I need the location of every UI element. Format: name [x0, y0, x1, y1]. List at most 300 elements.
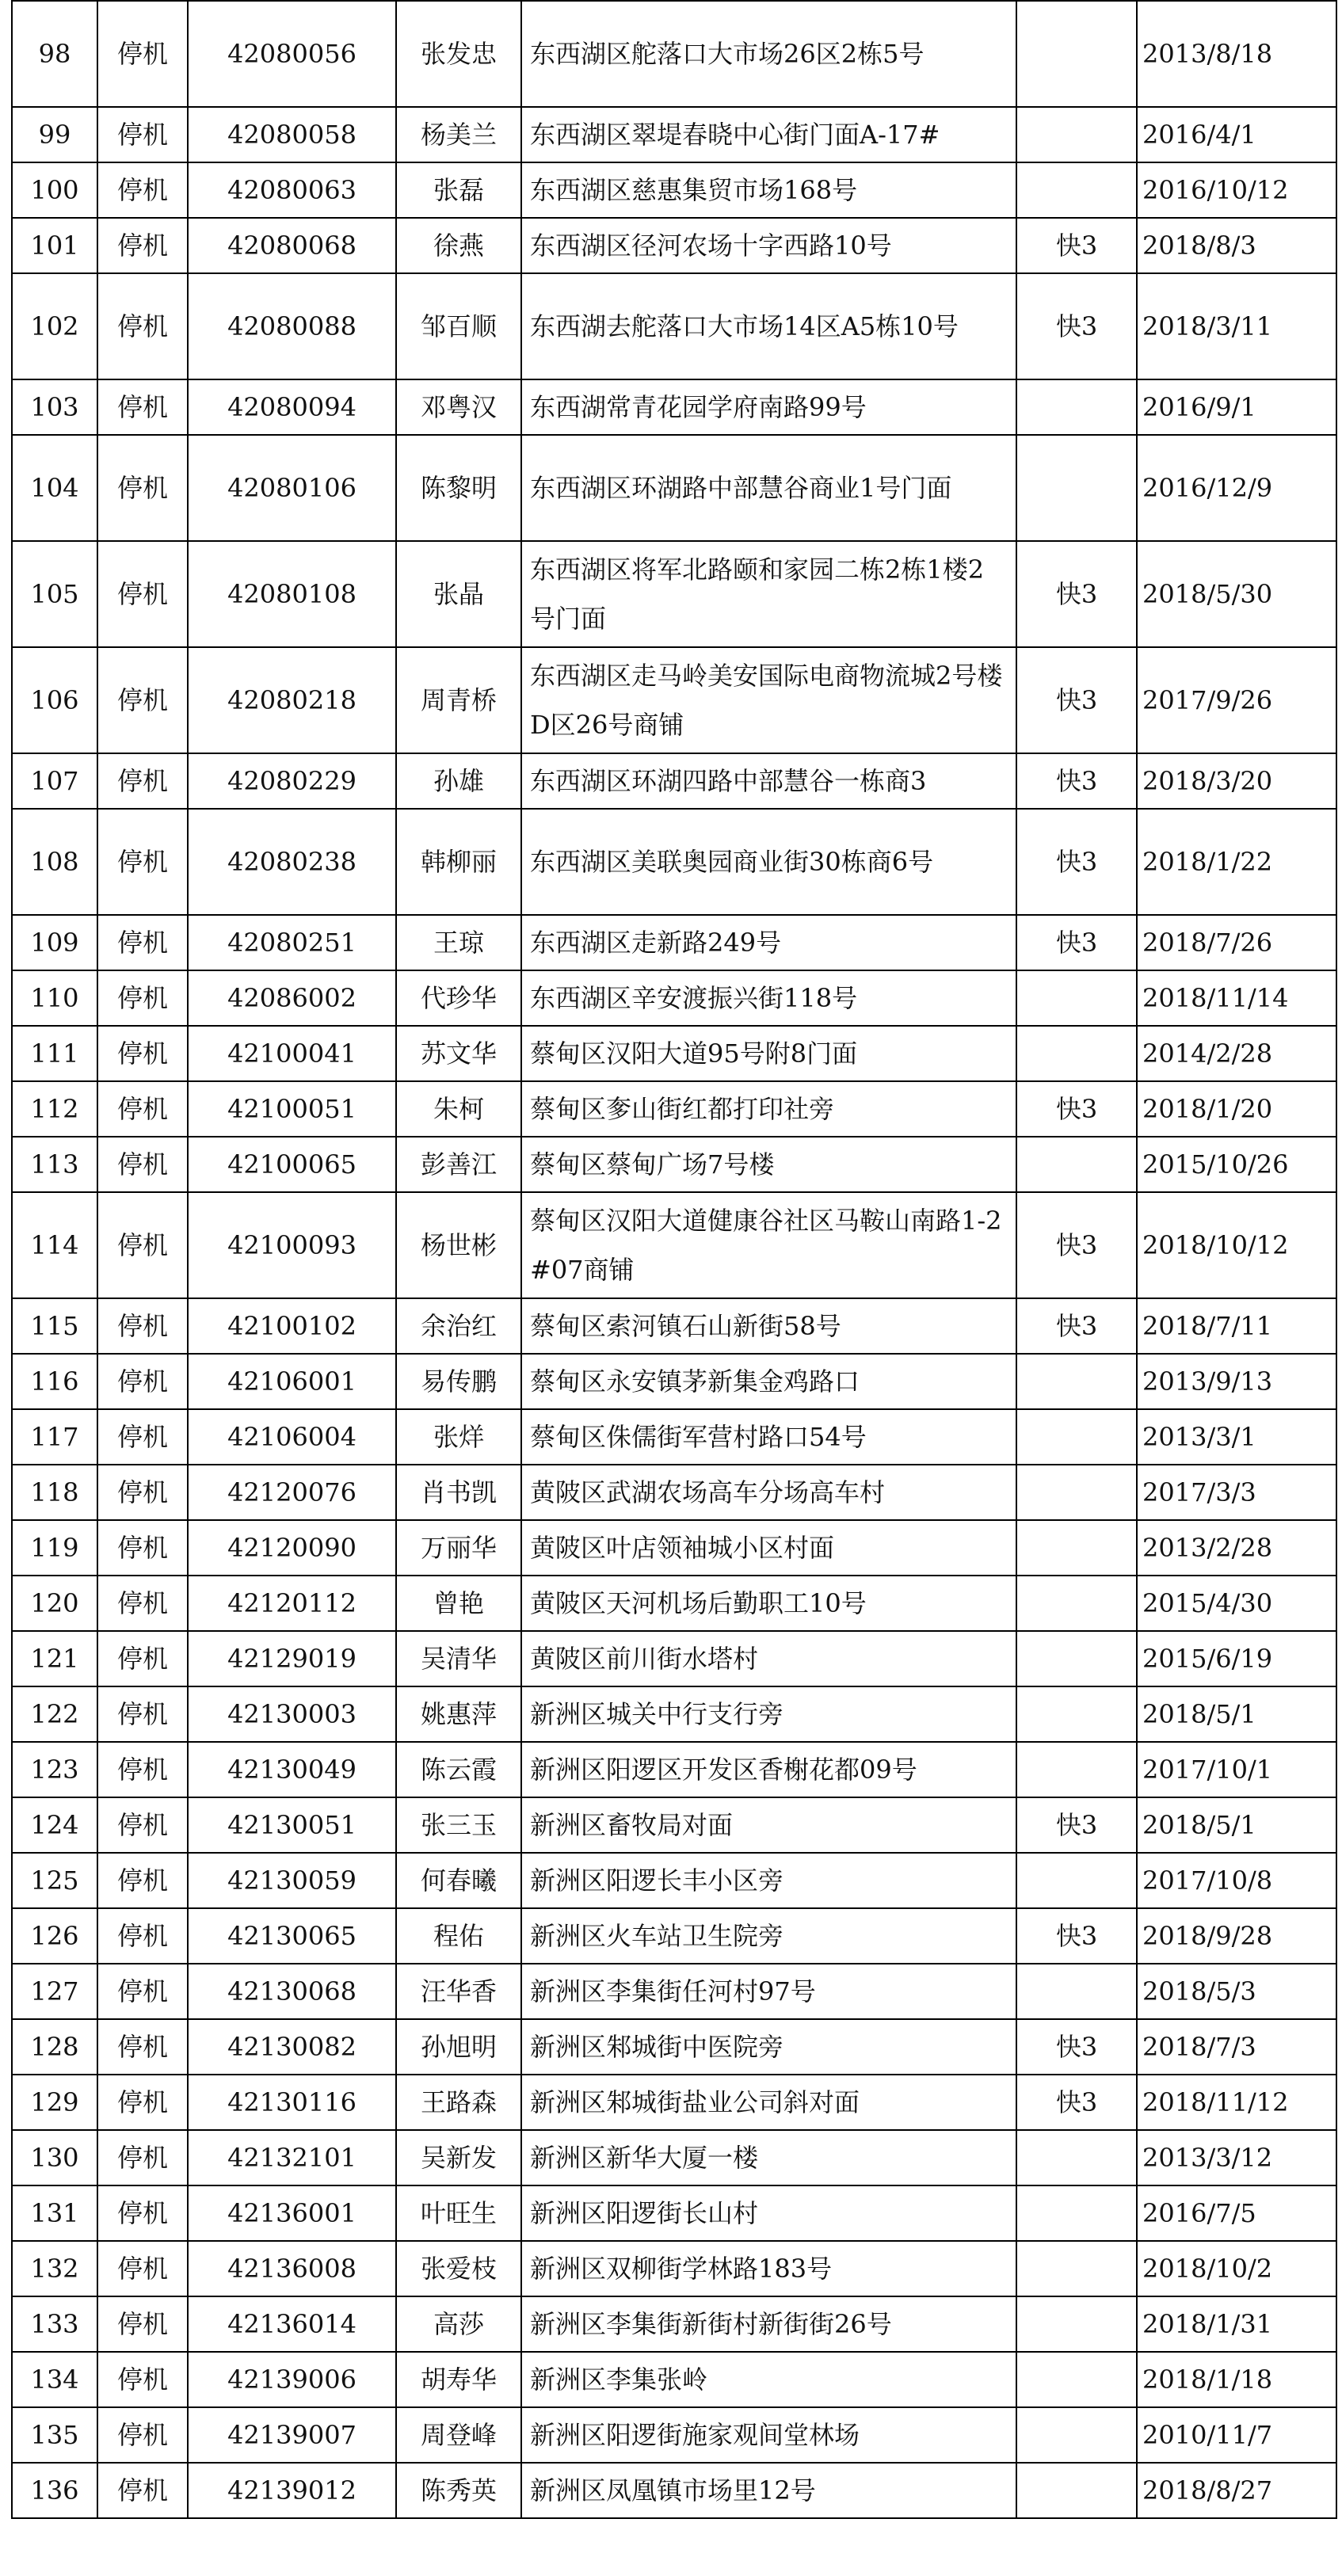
owner-name-cell: 陈黎明 [396, 435, 521, 541]
row-number-cell: 110 [12, 970, 97, 1026]
table-row [12, 1631, 1336, 1686]
address-cell: 新洲区李集张岭 [521, 2352, 1016, 2407]
table-row [12, 809, 1336, 915]
status-cell: 停机 [97, 753, 188, 809]
station-code-cell: 42130068 [188, 1964, 396, 2019]
station-table-body [12, 1, 1336, 2518]
address-cell: 东西湖区辛安渡振兴街118号 [521, 970, 1016, 1026]
address-cell: 蔡甸区蔡甸广场7号楼 [521, 1137, 1016, 1192]
owner-name-cell: 苏文华 [396, 1026, 521, 1081]
station-code-cell: 42120112 [188, 1576, 396, 1631]
owner-name-cell: 余治红 [396, 1298, 521, 1354]
date-cell: 2018/7/26 [1137, 915, 1336, 970]
game-type-cell [1016, 1686, 1137, 1742]
status-cell: 停机 [97, 647, 188, 753]
date-cell: 2018/5/30 [1137, 541, 1336, 647]
address-cell: 新洲区新华大厦一楼 [521, 2130, 1016, 2185]
game-type-cell [1016, 2352, 1137, 2407]
station-code-cell: 42080108 [188, 541, 396, 647]
game-type-cell [1016, 162, 1137, 218]
date-cell: 2018/11/12 [1137, 2075, 1336, 2130]
owner-name-cell: 杨世彬 [396, 1192, 521, 1298]
station-code-cell: 42080106 [188, 435, 396, 541]
station-code-cell: 42080218 [188, 647, 396, 753]
owner-name-cell: 邓粤汉 [396, 379, 521, 435]
row-number-cell: 135 [12, 2407, 97, 2463]
status-cell: 停机 [97, 2130, 188, 2185]
game-type-cell: 快3 [1016, 1797, 1137, 1853]
address-cell: 新洲区李集街新街村新街街26号 [521, 2296, 1016, 2352]
date-cell: 2015/6/19 [1137, 1631, 1336, 1686]
address-cell: 东西湖去舵落口大市场14区A5栋10号 [521, 273, 1016, 379]
game-type-cell [1016, 1026, 1137, 1081]
row-number-cell: 115 [12, 1298, 97, 1354]
row-number-cell: 108 [12, 809, 97, 915]
date-cell: 2018/1/18 [1137, 2352, 1336, 2407]
date-cell: 2013/3/12 [1137, 2130, 1336, 2185]
address-cell: 新洲区阳逻区开发区香榭花都09号 [521, 1742, 1016, 1797]
row-number-cell: 106 [12, 647, 97, 753]
address-cell: 新洲区阳逻街长山村 [521, 2185, 1016, 2241]
address-cell: 黄陂区叶店领袖城小区村面 [521, 1520, 1016, 1576]
table-row [12, 915, 1336, 970]
status-cell: 停机 [97, 1576, 188, 1631]
status-cell: 停机 [97, 2075, 188, 2130]
row-number-cell: 103 [12, 379, 97, 435]
row-number-cell: 130 [12, 2130, 97, 2185]
date-cell: 2018/10/12 [1137, 1192, 1336, 1298]
game-type-cell [1016, 2130, 1137, 2185]
game-type-cell: 快3 [1016, 647, 1137, 753]
station-code-cell: 42130051 [188, 1797, 396, 1853]
status-cell: 停机 [97, 2019, 188, 2075]
status-cell: 停机 [97, 1192, 188, 1298]
date-cell: 2018/10/2 [1137, 2241, 1336, 2296]
address-cell: 蔡甸区索河镇石山新街58号 [521, 1298, 1016, 1354]
address-cell: 黄陂区前川街水塔村 [521, 1631, 1016, 1686]
game-type-cell [1016, 1576, 1137, 1631]
game-type-cell: 快3 [1016, 2019, 1137, 2075]
station-code-cell: 42080063 [188, 162, 396, 218]
status-cell: 停机 [97, 1520, 188, 1576]
date-cell: 2016/10/12 [1137, 162, 1336, 218]
owner-name-cell: 张晶 [396, 541, 521, 647]
date-cell: 2016/9/1 [1137, 379, 1336, 435]
date-cell: 2018/8/3 [1137, 218, 1336, 273]
status-cell: 停机 [97, 2241, 188, 2296]
station-code-cell: 42132101 [188, 2130, 396, 2185]
status-cell: 停机 [97, 2185, 188, 2241]
table-row [12, 1964, 1336, 2019]
station-code-cell: 42080229 [188, 753, 396, 809]
address-cell: 新洲区畜牧局对面 [521, 1797, 1016, 1853]
game-type-cell [1016, 1137, 1137, 1192]
row-number-cell: 112 [12, 1081, 97, 1137]
owner-name-cell: 汪华香 [396, 1964, 521, 2019]
row-number-cell: 123 [12, 1742, 97, 1797]
status-cell: 停机 [97, 1797, 188, 1853]
owner-name-cell: 彭善江 [396, 1137, 521, 1192]
game-type-cell [1016, 107, 1137, 162]
owner-name-cell: 孙旭明 [396, 2019, 521, 2075]
address-cell: 新洲区双柳街学林路183号 [521, 2241, 1016, 2296]
status-cell: 停机 [97, 541, 188, 647]
status-cell: 停机 [97, 809, 188, 915]
owner-name-cell: 周登峰 [396, 2407, 521, 2463]
row-number-cell: 105 [12, 541, 97, 647]
owner-name-cell: 朱柯 [396, 1081, 521, 1137]
owner-name-cell: 肖书凯 [396, 1465, 521, 1520]
address-cell: 新洲区火车站卫生院旁 [521, 1908, 1016, 1964]
row-number-cell: 114 [12, 1192, 97, 1298]
station-code-cell: 42100102 [188, 1298, 396, 1354]
owner-name-cell: 张爱枝 [396, 2241, 521, 2296]
table-row [12, 1686, 1336, 1742]
status-cell: 停机 [97, 1081, 188, 1137]
table-row [12, 2407, 1336, 2463]
status-cell: 停机 [97, 1742, 188, 1797]
owner-name-cell: 陈秀英 [396, 2463, 521, 2518]
table-row [12, 1908, 1336, 1964]
table-row [12, 1354, 1336, 1409]
game-type-cell [1016, 1964, 1137, 2019]
station-code-cell: 42130116 [188, 2075, 396, 2130]
game-type-cell [1016, 1354, 1137, 1409]
station-code-cell: 42100041 [188, 1026, 396, 1081]
table-row [12, 1797, 1336, 1853]
status-cell: 停机 [97, 107, 188, 162]
row-number-cell: 127 [12, 1964, 97, 2019]
row-number-cell: 100 [12, 162, 97, 218]
game-type-cell [1016, 2241, 1137, 2296]
owner-name-cell: 吴新发 [396, 2130, 521, 2185]
table-row [12, 1137, 1336, 1192]
address-cell: 蔡甸区永安镇茅新集金鸡路口 [521, 1354, 1016, 1409]
date-cell: 2018/7/3 [1137, 2019, 1336, 2075]
row-number-cell: 120 [12, 1576, 97, 1631]
game-type-cell: 快3 [1016, 218, 1137, 273]
owner-name-cell: 王路森 [396, 2075, 521, 2130]
table-row [12, 970, 1336, 1026]
status-cell: 停机 [97, 1298, 188, 1354]
station-code-cell: 42100065 [188, 1137, 396, 1192]
row-number-cell: 111 [12, 1026, 97, 1081]
station-code-cell: 42120076 [188, 1465, 396, 1520]
station-code-cell: 42136001 [188, 2185, 396, 2241]
address-cell: 东西湖区环湖路中部慧谷商业1号门面 [521, 435, 1016, 541]
station-code-cell: 42080088 [188, 273, 396, 379]
table-row [12, 1192, 1336, 1298]
address-cell: 东西湖区走新路249号 [521, 915, 1016, 970]
owner-name-cell: 叶旺生 [396, 2185, 521, 2241]
game-type-cell [1016, 1742, 1137, 1797]
game-type-cell [1016, 2296, 1137, 2352]
date-cell: 2017/9/26 [1137, 647, 1336, 753]
address-cell: 东西湖区翠堤春晓中心街门面A-17# [521, 107, 1016, 162]
station-code-cell: 42080058 [188, 107, 396, 162]
owner-name-cell: 程佑 [396, 1908, 521, 1964]
date-cell: 2016/4/1 [1137, 107, 1336, 162]
date-cell: 2018/5/3 [1137, 1964, 1336, 2019]
document-page [11, 0, 1336, 2519]
game-type-cell [1016, 2185, 1137, 2241]
station-code-cell: 42080068 [188, 218, 396, 273]
owner-name-cell: 吴清华 [396, 1631, 521, 1686]
address-cell: 蔡甸区奓山街红都打印社旁 [521, 1081, 1016, 1137]
date-cell: 2017/3/3 [1137, 1465, 1336, 1520]
game-type-cell [1016, 1465, 1137, 1520]
row-number-cell: 113 [12, 1137, 97, 1192]
owner-name-cell: 万丽华 [396, 1520, 521, 1576]
game-type-cell [1016, 970, 1137, 1026]
game-type-cell [1016, 2407, 1137, 2463]
status-cell: 停机 [97, 1853, 188, 1908]
table-row [12, 2075, 1336, 2130]
date-cell: 2010/11/7 [1137, 2407, 1336, 2463]
status-cell: 停机 [97, 273, 188, 379]
owner-name-cell: 何春曦 [396, 1853, 521, 1908]
owner-name-cell: 曾艳 [396, 1576, 521, 1631]
table-row [12, 1853, 1336, 1908]
game-type-cell [1016, 1631, 1137, 1686]
table-row [12, 1409, 1336, 1465]
date-cell: 2018/1/22 [1137, 809, 1336, 915]
status-cell: 停机 [97, 2296, 188, 2352]
row-number-cell: 134 [12, 2352, 97, 2407]
station-code-cell: 42130065 [188, 1908, 396, 1964]
station-code-cell: 42080238 [188, 809, 396, 915]
row-number-cell: 124 [12, 1797, 97, 1853]
row-number-cell: 128 [12, 2019, 97, 2075]
address-cell: 新洲区凤凰镇市场里12号 [521, 2463, 1016, 2518]
row-number-cell: 104 [12, 435, 97, 541]
address-cell: 东西湖区径河农场十字西路10号 [521, 218, 1016, 273]
status-cell: 停机 [97, 1686, 188, 1742]
game-type-cell [1016, 379, 1137, 435]
game-type-cell: 快3 [1016, 2075, 1137, 2130]
row-number-cell: 99 [12, 107, 97, 162]
game-type-cell: 快3 [1016, 1192, 1137, 1298]
address-cell: 蔡甸区汉阳大道健康谷社区马鞍山南路1-2#07商铺 [521, 1192, 1016, 1298]
status-cell: 停机 [97, 1, 188, 107]
owner-name-cell: 代珍华 [396, 970, 521, 1026]
table-row [12, 273, 1336, 379]
game-type-cell: 快3 [1016, 1081, 1137, 1137]
owner-name-cell: 徐燕 [396, 218, 521, 273]
address-cell: 新洲区城关中行支行旁 [521, 1686, 1016, 1742]
table-row [12, 2352, 1336, 2407]
address-cell: 黄陂区天河机场后勤职工10号 [521, 1576, 1016, 1631]
address-cell: 新洲区阳逻长丰小区旁 [521, 1853, 1016, 1908]
owner-name-cell: 孙雄 [396, 753, 521, 809]
row-number-cell: 101 [12, 218, 97, 273]
date-cell: 2013/3/1 [1137, 1409, 1336, 1465]
address-cell: 新洲区阳逻街施家观间堂林场 [521, 2407, 1016, 2463]
row-number-cell: 116 [12, 1354, 97, 1409]
station-code-cell: 42100051 [188, 1081, 396, 1137]
owner-name-cell: 姚惠萍 [396, 1686, 521, 1742]
table-row [12, 218, 1336, 273]
owner-name-cell: 张三玉 [396, 1797, 521, 1853]
owner-name-cell: 王琼 [396, 915, 521, 970]
date-cell: 2017/10/8 [1137, 1853, 1336, 1908]
row-number-cell: 131 [12, 2185, 97, 2241]
game-type-cell: 快3 [1016, 273, 1137, 379]
station-code-cell: 42136014 [188, 2296, 396, 2352]
table-row [12, 647, 1336, 753]
owner-name-cell: 周青桥 [396, 647, 521, 753]
table-row [12, 2463, 1336, 2518]
status-cell: 停机 [97, 1026, 188, 1081]
owner-name-cell: 杨美兰 [396, 107, 521, 162]
status-cell: 停机 [97, 1465, 188, 1520]
table-row [12, 2019, 1336, 2075]
date-cell: 2018/1/31 [1137, 2296, 1336, 2352]
address-cell: 黄陂区武湖农场高车分场高车村 [521, 1465, 1016, 1520]
game-type-cell: 快3 [1016, 541, 1137, 647]
row-number-cell: 132 [12, 2241, 97, 2296]
table-row [12, 2130, 1336, 2185]
date-cell: 2018/3/11 [1137, 273, 1336, 379]
owner-name-cell: 陈云霞 [396, 1742, 521, 1797]
status-cell: 停机 [97, 218, 188, 273]
owner-name-cell: 胡寿华 [396, 2352, 521, 2407]
table-row [12, 435, 1336, 541]
status-cell: 停机 [97, 2407, 188, 2463]
row-number-cell: 109 [12, 915, 97, 970]
table-row [12, 1, 1336, 107]
date-cell: 2018/3/20 [1137, 753, 1336, 809]
date-cell: 2018/8/27 [1137, 2463, 1336, 2518]
table-row [12, 1026, 1336, 1081]
owner-name-cell: 张发忠 [396, 1, 521, 107]
status-cell: 停机 [97, 1964, 188, 2019]
station-code-cell: 42139012 [188, 2463, 396, 2518]
address-cell: 东西湖区将军北路颐和家园二栋2栋1楼2号门面 [521, 541, 1016, 647]
row-number-cell: 126 [12, 1908, 97, 1964]
game-type-cell: 快3 [1016, 915, 1137, 970]
status-cell: 停机 [97, 915, 188, 970]
row-number-cell: 107 [12, 753, 97, 809]
address-cell: 东西湖区走马岭美安国际电商物流城2号楼D区26号商铺 [521, 647, 1016, 753]
table-row [12, 379, 1336, 435]
game-type-cell: 快3 [1016, 1908, 1137, 1964]
station-code-cell: 42080056 [188, 1, 396, 107]
status-cell: 停机 [97, 1631, 188, 1686]
station-code-cell: 42120090 [188, 1520, 396, 1576]
date-cell: 2014/2/28 [1137, 1026, 1336, 1081]
station-code-cell: 42130049 [188, 1742, 396, 1797]
game-type-cell: 快3 [1016, 753, 1137, 809]
station-code-cell: 42106004 [188, 1409, 396, 1465]
station-code-cell: 42130082 [188, 2019, 396, 2075]
owner-name-cell: 易传鹏 [396, 1354, 521, 1409]
station-code-cell: 42129019 [188, 1631, 396, 1686]
row-number-cell: 122 [12, 1686, 97, 1742]
table-row [12, 1298, 1336, 1354]
status-cell: 停机 [97, 1137, 188, 1192]
station-code-cell: 42139006 [188, 2352, 396, 2407]
station-code-cell: 42086002 [188, 970, 396, 1026]
table-row [12, 107, 1336, 162]
address-cell: 新洲区李集街任河村97号 [521, 1964, 1016, 2019]
address-cell: 新洲区邾城街中医院旁 [521, 2019, 1016, 2075]
station-table [11, 0, 1337, 2519]
date-cell: 2018/1/20 [1137, 1081, 1336, 1137]
address-cell: 新洲区邾城街盐业公司斜对面 [521, 2075, 1016, 2130]
date-cell: 2016/12/9 [1137, 435, 1336, 541]
row-number-cell: 117 [12, 1409, 97, 1465]
status-cell: 停机 [97, 1409, 188, 1465]
station-code-cell: 42080094 [188, 379, 396, 435]
owner-name-cell: 张烊 [396, 1409, 521, 1465]
owner-name-cell: 张磊 [396, 162, 521, 218]
date-cell: 2018/5/1 [1137, 1686, 1336, 1742]
table-row [12, 753, 1336, 809]
game-type-cell [1016, 1409, 1137, 1465]
table-row [12, 2241, 1336, 2296]
row-number-cell: 119 [12, 1520, 97, 1576]
status-cell: 停机 [97, 162, 188, 218]
date-cell: 2018/5/1 [1137, 1797, 1336, 1853]
date-cell: 2017/10/1 [1137, 1742, 1336, 1797]
table-row [12, 1081, 1336, 1137]
date-cell: 2018/11/14 [1137, 970, 1336, 1026]
date-cell: 2018/9/28 [1137, 1908, 1336, 1964]
game-type-cell [1016, 1853, 1137, 1908]
station-code-cell: 42080251 [188, 915, 396, 970]
address-cell: 蔡甸区汉阳大道95号附8门面 [521, 1026, 1016, 1081]
table-row [12, 162, 1336, 218]
table-row [12, 1742, 1336, 1797]
row-number-cell: 98 [12, 1, 97, 107]
date-cell: 2015/4/30 [1137, 1576, 1336, 1631]
table-row [12, 541, 1336, 647]
table-row [12, 1576, 1336, 1631]
station-code-cell: 42100093 [188, 1192, 396, 1298]
row-number-cell: 102 [12, 273, 97, 379]
address-cell: 东西湖区环湖四路中部慧谷一栋商3 [521, 753, 1016, 809]
game-type-cell: 快3 [1016, 1298, 1137, 1354]
address-cell: 东西湖区美联奥园商业街30栋商6号 [521, 809, 1016, 915]
address-cell: 东西湖区慈惠集贸市场168号 [521, 162, 1016, 218]
status-cell: 停机 [97, 379, 188, 435]
status-cell: 停机 [97, 970, 188, 1026]
game-type-cell [1016, 1, 1137, 107]
owner-name-cell: 邹百顺 [396, 273, 521, 379]
status-cell: 停机 [97, 435, 188, 541]
date-cell: 2018/7/11 [1137, 1298, 1336, 1354]
game-type-cell: 快3 [1016, 809, 1137, 915]
table-row [12, 1465, 1336, 1520]
table-row [12, 2296, 1336, 2352]
date-cell: 2013/8/18 [1137, 1, 1336, 107]
status-cell: 停机 [97, 2352, 188, 2407]
row-number-cell: 121 [12, 1631, 97, 1686]
date-cell: 2015/10/26 [1137, 1137, 1336, 1192]
table-row [12, 2185, 1336, 2241]
station-code-cell: 42130059 [188, 1853, 396, 1908]
game-type-cell [1016, 1520, 1137, 1576]
row-number-cell: 129 [12, 2075, 97, 2130]
station-code-cell: 42136008 [188, 2241, 396, 2296]
table-row [12, 1520, 1336, 1576]
game-type-cell [1016, 2463, 1137, 2518]
status-cell: 停机 [97, 1908, 188, 1964]
row-number-cell: 125 [12, 1853, 97, 1908]
row-number-cell: 118 [12, 1465, 97, 1520]
status-cell: 停机 [97, 1354, 188, 1409]
